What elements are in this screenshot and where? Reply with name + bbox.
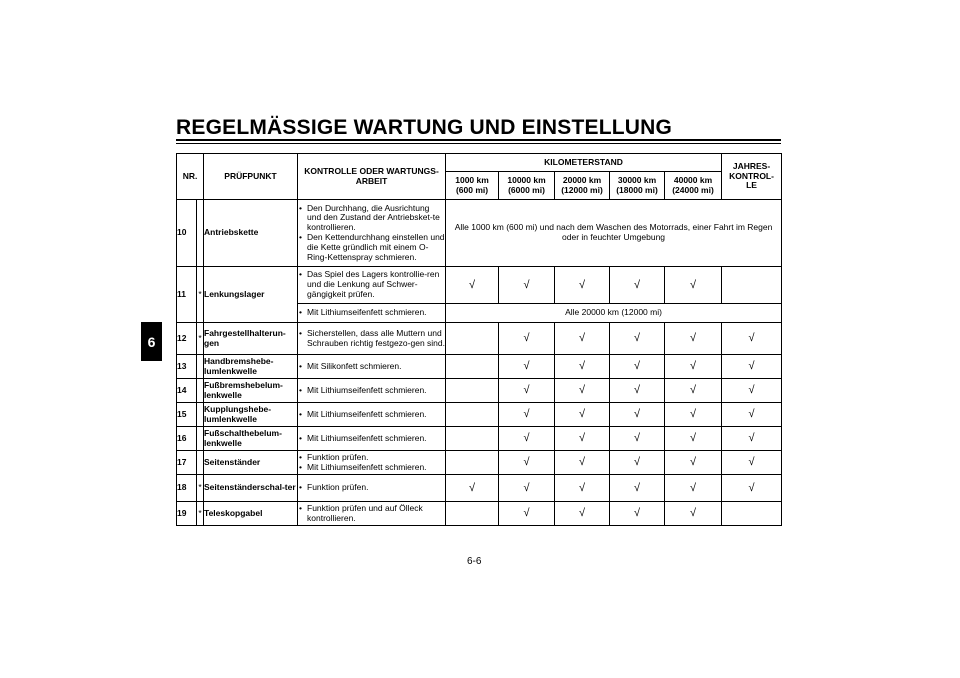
check-mark: √ <box>555 427 610 451</box>
check-mark: √ <box>555 403 610 427</box>
check-mark: √ <box>610 403 665 427</box>
check-mark: √ <box>665 323 722 355</box>
check-mark: √ <box>722 355 782 379</box>
work-item: • Funktion prüfen. <box>307 453 445 463</box>
check-mark: √ <box>555 355 610 379</box>
check-mark: √ <box>610 267 665 304</box>
check-mark: √ <box>722 323 782 355</box>
check-mark: √ <box>610 355 665 379</box>
check-point: Handbremshebe-lumlenkwelle <box>204 355 298 379</box>
interval-note: Alle 1000 km (600 mi) und nach dem Waschen des Motorrads, einer Fahrt im Regen oder in feuchter Umgebung <box>446 200 782 267</box>
work-item: • Mit Lithiumseifenfett schmieren. <box>307 434 445 444</box>
maintenance-table <box>176 153 782 526</box>
check-mark: √ <box>665 379 722 403</box>
empty-cell <box>722 502 782 526</box>
table-row <box>177 379 782 403</box>
work-list <box>298 204 445 263</box>
work-cell <box>298 451 446 475</box>
check-mark: √ <box>665 451 722 475</box>
check-mark: √ <box>499 355 555 379</box>
check-mark: √ <box>665 475 722 502</box>
row-star <box>197 427 204 451</box>
row-star <box>197 355 204 379</box>
check-mark: √ <box>499 379 555 403</box>
check-mark: √ <box>446 475 499 502</box>
table-row <box>177 451 782 475</box>
row-star: * <box>197 475 204 502</box>
work-list <box>298 329 445 349</box>
empty-cell <box>446 502 499 526</box>
check-point: Antriebskette <box>204 200 298 267</box>
row-star <box>197 451 204 475</box>
table-row <box>177 355 782 379</box>
header-work: KONTROLLE ODER WARTUNGS-ARBEIT <box>298 154 446 200</box>
check-mark: √ <box>665 355 722 379</box>
table-row <box>177 267 782 304</box>
check-mark: √ <box>610 502 665 526</box>
check-point: Fahrgestellhalterun-gen <box>204 323 298 355</box>
title-rule-thin <box>176 143 781 144</box>
check-point: Seitenständer <box>204 451 298 475</box>
work-item: • Mit Lithiumseifenfett schmieren. <box>307 463 445 473</box>
work-item: • Den Kettendurchhang einstellen und die Kette gründlich mit einem O-Ring-Kettenspray schmieren. <box>307 233 445 262</box>
check-mark: √ <box>499 323 555 355</box>
work-list <box>298 362 445 372</box>
work-cell <box>298 267 446 304</box>
check-point: Fußbremshebelum-lenkwelle <box>204 379 298 403</box>
work-item: • Mit Lithiumseifenfett schmieren. <box>307 410 445 420</box>
check-mark: √ <box>446 267 499 304</box>
row-number: 11 <box>177 267 197 323</box>
work-cell <box>298 475 446 502</box>
check-mark: √ <box>499 427 555 451</box>
check-mark: √ <box>722 475 782 502</box>
check-mark: √ <box>499 403 555 427</box>
header-km: KILOMETERSTAND <box>446 154 722 172</box>
table-row <box>177 403 782 427</box>
check-mark: √ <box>555 475 610 502</box>
check-mark: √ <box>722 451 782 475</box>
empty-cell <box>446 379 499 403</box>
work-list <box>298 386 445 396</box>
work-item: • Mit Silikonfett schmieren. <box>307 362 445 372</box>
check-mark: √ <box>665 502 722 526</box>
check-mark: √ <box>555 267 610 304</box>
work-cell <box>298 304 446 323</box>
work-list <box>298 434 445 444</box>
header-interval: 1000 km (600 mi) <box>446 172 499 200</box>
header-point: PRÜFPUNKT <box>204 154 298 200</box>
work-item: • Funktion prüfen und auf Ölleck kontrollieren. <box>307 504 445 524</box>
row-number: 16 <box>177 427 197 451</box>
check-mark: √ <box>499 502 555 526</box>
chapter-tab: 6 <box>141 322 162 361</box>
check-mark: √ <box>610 475 665 502</box>
title-rule <box>176 139 781 141</box>
check-mark: √ <box>555 502 610 526</box>
row-star <box>197 379 204 403</box>
work-item: • Sicherstellen, dass alle Muttern und Schrauben richtig festgezo-gen sind. <box>307 329 445 349</box>
row-number: 18 <box>177 475 197 502</box>
work-cell <box>298 200 446 267</box>
empty-cell <box>446 403 499 427</box>
row-number: 14 <box>177 379 197 403</box>
check-mark: √ <box>610 323 665 355</box>
work-cell <box>298 379 446 403</box>
check-mark: √ <box>610 451 665 475</box>
check-mark: √ <box>722 403 782 427</box>
row-number: 12 <box>177 323 197 355</box>
header-interval: 40000 km (24000 mi) <box>665 172 722 200</box>
row-number: 17 <box>177 451 197 475</box>
work-cell <box>298 355 446 379</box>
empty-cell <box>446 427 499 451</box>
work-list <box>298 270 445 299</box>
empty-cell <box>446 451 499 475</box>
check-mark: √ <box>499 475 555 502</box>
check-mark: √ <box>555 323 610 355</box>
work-item: • Mit Lithiumseifenfett schmieren. <box>307 386 445 396</box>
work-list <box>298 410 445 420</box>
check-mark: √ <box>665 427 722 451</box>
work-item: • Mit Lithiumseifenfett schmieren. <box>307 308 445 318</box>
check-mark: √ <box>499 267 555 304</box>
table-row <box>177 427 782 451</box>
table-body <box>177 200 782 526</box>
row-number: 15 <box>177 403 197 427</box>
row-star: * <box>197 323 204 355</box>
table-row <box>177 323 782 355</box>
work-list <box>298 453 445 473</box>
check-point: Seitenständerschal-ter <box>204 475 298 502</box>
interval-note: Alle 20000 km (12000 mi) <box>446 304 782 323</box>
row-star: * <box>197 502 204 526</box>
check-point: Lenkungslager <box>204 267 298 323</box>
work-cell <box>298 323 446 355</box>
header-interval: 20000 km (12000 mi) <box>555 172 610 200</box>
row-number: 10 <box>177 200 197 267</box>
table-header <box>177 154 782 200</box>
table-row <box>177 502 782 526</box>
check-point: Kupplungshebe-lumlenkwelle <box>204 403 298 427</box>
work-list <box>298 483 445 493</box>
row-star <box>197 403 204 427</box>
page-title: REGELMÄSSIGE WARTUNG UND EINSTELLUNG <box>176 116 673 139</box>
row-number: 13 <box>177 355 197 379</box>
row-star <box>197 200 204 267</box>
page-number: 6-6 <box>467 556 482 567</box>
check-mark: √ <box>722 379 782 403</box>
work-list <box>298 308 445 318</box>
check-mark: √ <box>555 451 610 475</box>
work-item: • Den Durchhang, die Ausrichtung und den Zustand der Antriebsket-te kontrollieren. <box>307 204 445 233</box>
header-nr: NR. <box>177 154 204 200</box>
check-mark: √ <box>610 379 665 403</box>
work-cell <box>298 403 446 427</box>
check-mark: √ <box>665 267 722 304</box>
empty-cell <box>722 267 782 304</box>
row-star: * <box>197 267 204 323</box>
header-interval: 10000 km (6000 mi) <box>499 172 555 200</box>
empty-cell <box>446 355 499 379</box>
row-number: 19 <box>177 502 197 526</box>
work-item: • Funktion prüfen. <box>307 483 445 493</box>
table-row <box>177 200 782 267</box>
check-mark: √ <box>665 403 722 427</box>
table-row <box>177 475 782 502</box>
check-point: Teleskopgabel <box>204 502 298 526</box>
header-annual: JAHRES-KONTROL-LE <box>722 154 782 200</box>
work-item: • Das Spiel des Lagers kontrollie-ren und die Lenkung auf Schwer-gängigkeit prüfen. <box>307 270 445 299</box>
header-interval: 30000 km (18000 mi) <box>610 172 665 200</box>
work-cell <box>298 427 446 451</box>
work-cell <box>298 502 446 526</box>
work-list <box>298 504 445 524</box>
check-mark: √ <box>610 427 665 451</box>
check-mark: √ <box>499 451 555 475</box>
check-mark: √ <box>555 379 610 403</box>
check-mark: √ <box>722 427 782 451</box>
check-point: Fußschalthebelum-lenkwelle <box>204 427 298 451</box>
empty-cell <box>446 323 499 355</box>
